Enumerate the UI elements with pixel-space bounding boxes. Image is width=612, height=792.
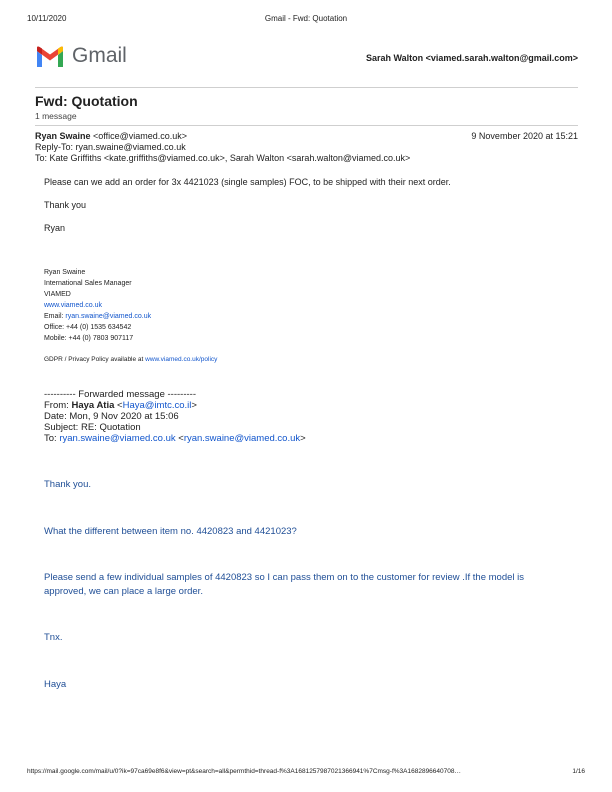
print-date: 10/11/2020 (27, 14, 67, 23)
forward-body-tnx: Tnx. (44, 632, 63, 643)
forward-body-thanks: Thank you. (44, 479, 91, 490)
forward-separator: ---------- Forwarded message --------- (44, 389, 196, 400)
sender-line (35, 131, 187, 141)
forward-block (44, 389, 306, 444)
forward-to-close: > (300, 433, 306, 444)
forward-from-name: Haya Atia (71, 400, 115, 411)
print-page-number: 1/16 (572, 768, 585, 775)
body-line-thanks: Thank you (44, 200, 87, 210)
account-name: Sarah Walton <viamed.sarah.walton@gmail.com> (365, 53, 578, 63)
forward-from (44, 400, 306, 411)
gdpr-policy-link[interactable]: www.viamed.co.uk/policy (145, 356, 218, 363)
signature-email-line (44, 311, 151, 322)
message-count: 1 message (35, 111, 77, 121)
signature-role: International Sales Manager (44, 280, 132, 287)
subject-divider (35, 125, 578, 126)
forward-body-request-2: approved, we can place a large order. (44, 586, 203, 597)
header-divider (35, 87, 578, 88)
body-line-name: Ryan (44, 223, 66, 233)
body-line-order: Please can we add an order for 3x 4421023 (single samples) FOC, to be shipped with their next order. (44, 177, 451, 187)
gmail-logo[interactable] (35, 45, 65, 74)
signature-company: VIAMED (44, 291, 71, 298)
forward-subject: Subject: RE: Quotation (44, 422, 141, 433)
forward-to-label: To: (44, 433, 60, 444)
forward-body-question: What the different between item no. 4420823 and 4421023? (44, 526, 297, 537)
gdpr-line (44, 356, 217, 363)
sender-email: <office@viamed.co.uk> (93, 131, 188, 141)
gdpr-label: GDPR / Privacy Policy available at (44, 356, 146, 363)
sender-name: Ryan Swaine (35, 131, 91, 141)
forward-from-close: > (191, 400, 197, 411)
signature-website-link[interactable]: www.viamed.co.uk (44, 302, 102, 309)
signature-name: Ryan Swaine (44, 269, 86, 276)
forward-from-email-link[interactable]: Haya@imtc.co.il (122, 400, 192, 411)
forward-to-email-link-2[interactable]: ryan.swaine@viamed.co.uk (183, 433, 301, 444)
gmail-m-icon (35, 45, 65, 69)
forward-to-open: < (175, 433, 184, 444)
forward-to-email-link[interactable]: ryan.swaine@viamed.co.uk (59, 433, 176, 444)
signature-block (44, 267, 151, 344)
message-date: 9 November 2020 at 15:21 (471, 131, 578, 141)
gmail-wordmark: Gmail (72, 44, 127, 67)
print-footer-url: https://mail.google.com/mail/u/0?ik=97ca69e8f6&view=pt&search=all&permthid=thread-f%3A1681257987021366941%7Cmsg-f%3A1682896640708… (27, 768, 461, 775)
forward-date: Date: Mon, 9 Nov 2020 at 15:06 (44, 411, 179, 422)
forward-body-request-1: Please send a few individual samples of 4420823 so I can pass them on to the customer for review .If the model is (44, 572, 525, 583)
thread-subject: Fwd: Quotation (35, 93, 138, 109)
reply-to: Reply-To: ryan.swaine@viamed.co.uk (35, 142, 186, 152)
signature-email-label: Email: (44, 313, 66, 320)
signature-office: Office: +44 (0) 1535 634542 (44, 324, 132, 331)
forward-from-open: < (114, 400, 123, 411)
recipients: To: Kate Griffiths <kate.griffiths@viamed.co.uk>, Sarah Walton <sarah.walton@viamed.co.uk> (35, 153, 411, 163)
signature-mobile: Mobile: +44 (0) 7803 907117 (44, 335, 134, 342)
forward-to (44, 433, 306, 444)
forward-from-label: From: (44, 400, 72, 411)
signature-email-link[interactable]: ryan.swaine@viamed.co.uk (65, 313, 152, 320)
print-title: Gmail - Fwd: Quotation (264, 14, 348, 23)
forward-body-signoff: Haya (44, 679, 67, 690)
